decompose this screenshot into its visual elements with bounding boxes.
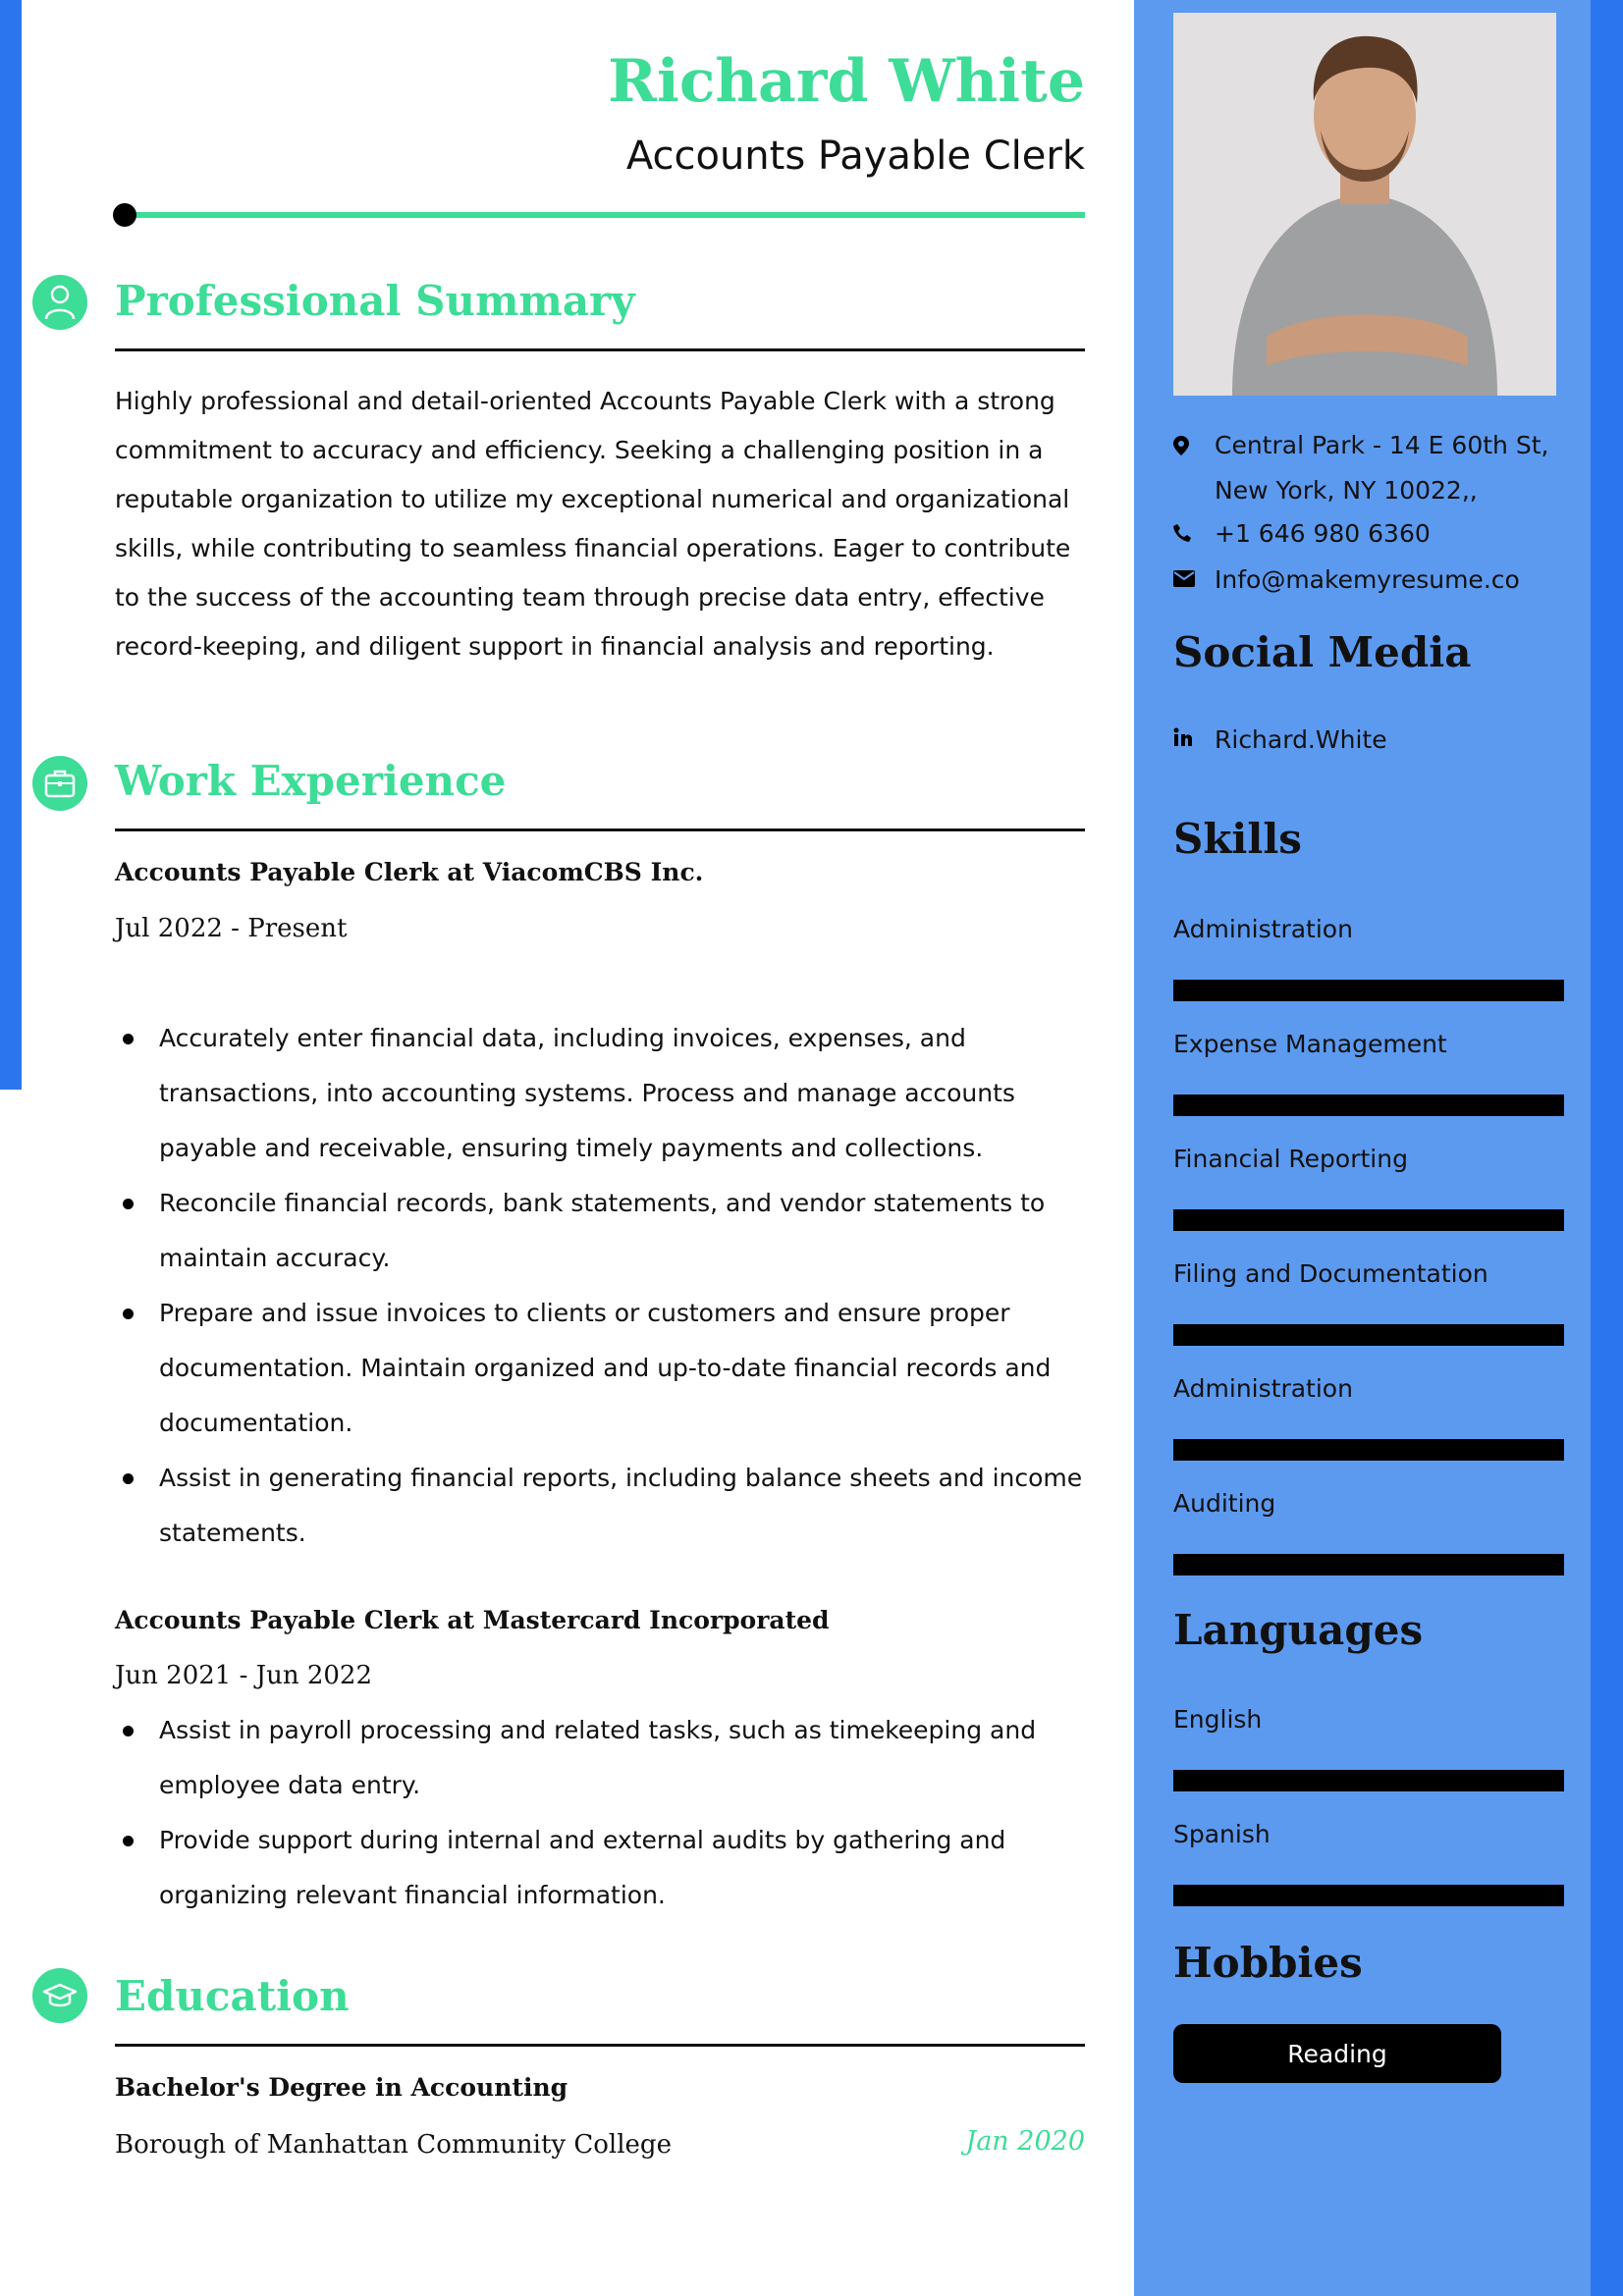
job-bullet: Provide support during internal and external audits by gathering and organizing relevant financial information.: [115, 1813, 1085, 1923]
job-bullet: Assist in payroll processing and related tasks, such as timekeeping and employee data entry.: [115, 1703, 1085, 1813]
candidate-name: Richard White: [608, 47, 1085, 116]
right-decorative-edge: [1591, 0, 1623, 2296]
skill-bar: [1173, 1439, 1564, 1461]
education-school: Borough of Manhattan Community College: [115, 2130, 672, 2160]
linkedin-handle[interactable]: Richard.White: [1215, 725, 1387, 754]
skill-label: Administration: [1173, 915, 1353, 943]
phone-icon: [1173, 511, 1215, 542]
skill-bar: [1173, 1324, 1564, 1346]
language-label: English: [1173, 1705, 1263, 1734]
skill-label: Auditing: [1173, 1489, 1276, 1518]
job-bullets: [115, 1703, 1085, 1923]
education-rule: [115, 2044, 1085, 2047]
job-bullet: Accurately enter financial data, including invoices, expenses, and transactions, into accounting systems. Process and manage accounts payable and receivable, ensuring timely payments and collections.: [115, 1011, 1085, 1176]
map-pin-icon: [1173, 423, 1215, 455]
left-decorative-edge: [0, 0, 22, 1090]
social-heading: Social Media: [1173, 628, 1472, 676]
skill-label: Filing and Documentation: [1173, 1259, 1488, 1288]
skill-bar: [1173, 1095, 1564, 1116]
skills-heading: Skills: [1173, 815, 1302, 863]
phone-text[interactable]: +1 646 980 6360: [1215, 519, 1431, 548]
experience-heading: Work Experience: [115, 757, 507, 805]
address-line-2: New York, NY 10022,,: [1215, 476, 1478, 505]
experience-rule: [115, 828, 1085, 831]
skill-bar: [1173, 1554, 1564, 1575]
hobbies-heading: Hobbies: [1173, 1939, 1363, 1987]
header-divider-dot: [113, 203, 136, 227]
skill-bar: [1173, 980, 1564, 1001]
summary-heading: Professional Summary: [115, 277, 635, 325]
sidebar: [1134, 0, 1591, 2296]
job-bullet: Reconcile financial records, bank statements, and vendor statements to maintain accuracy.: [115, 1176, 1085, 1286]
profile-photo: [1173, 13, 1556, 396]
summary-rule: [115, 348, 1085, 351]
envelope-icon: [1173, 558, 1215, 587]
contact-phone: [1173, 511, 1431, 557]
summary-text: Highly professional and detail-oriented Accounts Payable Clerk with a strong commitment to accuracy and efficiency. Seeking a challenging position in a reputable organization to utilize my exceptional numerical and organizational skills, while contributing to seamless financial operations. Eager to contribute to the success of the accounting team through precise data entry, effective record-keeping, and diligent support in financial analysis and reporting.: [115, 387, 1071, 661]
hobby-pill: Reading: [1173, 2024, 1501, 2083]
social-linkedin: [1173, 718, 1387, 763]
address-line-1: Central Park - 14 E 60th St,: [1215, 431, 1549, 459]
skill-label: Expense Management: [1173, 1030, 1447, 1058]
language-label: Spanish: [1173, 1820, 1271, 1848]
education-heading: Education: [115, 1972, 350, 2020]
skill-label: Administration: [1173, 1374, 1353, 1403]
job-title: Accounts Payable Clerk at Mastercard Incorporated: [115, 1606, 830, 1634]
job-dates: Jul 2022 - Present: [115, 914, 348, 943]
header-divider: [115, 212, 1085, 218]
job-title: Accounts Payable Clerk at ViacomCBS Inc.: [115, 858, 704, 886]
contact-email: [1173, 558, 1520, 603]
skill-bar: [1173, 1209, 1564, 1231]
skill-label: Financial Reporting: [1173, 1145, 1408, 1173]
language-bar: [1173, 1770, 1564, 1791]
job-bullet: Prepare and issue invoices to clients or customers and ensure proper documentation. Maintain organized and up-to-date financial records and documentation.: [115, 1286, 1085, 1451]
linkedin-icon: [1173, 718, 1215, 747]
contact-address-text: [1215, 423, 1548, 513]
education-date: Jan 2020: [965, 2126, 1085, 2157]
contact-address: [1173, 423, 1548, 513]
briefcase-icon: [32, 756, 87, 811]
language-bar: [1173, 1885, 1564, 1906]
email-text[interactable]: Info@makemyresume.co: [1215, 565, 1520, 594]
job-bullet: Assist in generating financial reports, including balance sheets and income statements.: [115, 1451, 1085, 1561]
candidate-title: Accounts Payable Clerk: [625, 133, 1085, 179]
user-icon: [32, 275, 87, 330]
languages-heading: Languages: [1173, 1606, 1424, 1654]
education-degree: Bachelor's Degree in Accounting: [115, 2073, 568, 2102]
job-dates: Jun 2021 - Jun 2022: [115, 1661, 373, 1690]
graduation-cap-icon: [32, 1968, 87, 2023]
job-bullets: [115, 1011, 1085, 1561]
